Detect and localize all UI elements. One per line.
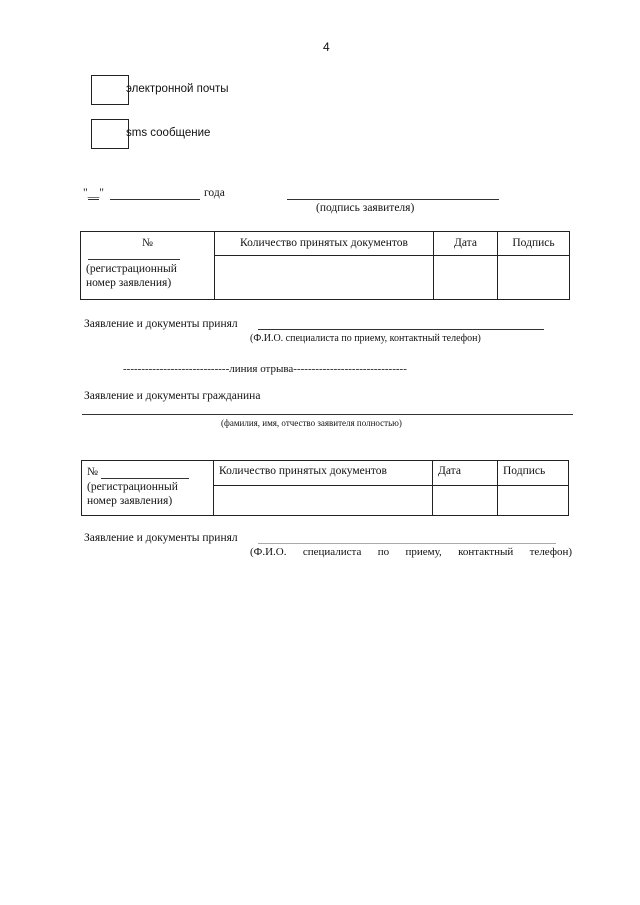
day-blank: __ xyxy=(87,187,100,199)
registration-table-1 xyxy=(80,231,570,300)
tear-off-line: -----------------------------линия отрыва------------------------------- xyxy=(123,363,407,375)
hint-word: по xyxy=(377,546,390,558)
quantity-header: Количество принятых документов xyxy=(215,232,434,256)
date-cell[interactable] xyxy=(434,256,498,300)
accepted-blank-1[interactable] xyxy=(258,329,544,330)
quantity-cell-2[interactable] xyxy=(214,486,433,516)
signature-blank[interactable] xyxy=(287,199,499,200)
quantity-cell[interactable] xyxy=(215,256,434,300)
accepted-label-1: Заявление и документы принял xyxy=(84,318,238,330)
date-day-field[interactable] xyxy=(83,187,104,200)
email-checkbox[interactable] xyxy=(91,75,129,105)
quote-close: " xyxy=(99,187,104,199)
accepted-label-2: Заявление и документы принял xyxy=(84,532,238,544)
sms-option-label: sms сообщение xyxy=(126,127,211,139)
citizen-name-blank[interactable] xyxy=(82,414,573,415)
hint-word: телефон) xyxy=(529,546,572,558)
citizen-hint: (фамилия, имя, отчество заявителя полностью) xyxy=(221,418,402,428)
number-sign: № xyxy=(142,237,153,249)
quote-open: " xyxy=(83,187,88,199)
signature-cell[interactable] xyxy=(498,256,570,300)
date-month-blank[interactable] xyxy=(110,199,200,200)
date-header-2: Дата xyxy=(433,461,498,486)
reg-number-blank-2 xyxy=(101,468,189,479)
number-sign-2: № xyxy=(87,466,98,478)
signature-header-2: Подпись xyxy=(498,461,569,486)
accepted-hint-2 xyxy=(250,546,572,558)
hint-word: специалиста xyxy=(302,546,362,558)
citizen-label: Заявление и документы гражданина xyxy=(84,390,261,402)
hint-word: контактный xyxy=(458,546,514,558)
registration-table-2 xyxy=(81,460,569,516)
reg-number-cell-2[interactable] xyxy=(82,461,214,516)
reg-number-blank xyxy=(88,249,180,260)
date-cell-2[interactable] xyxy=(433,486,498,516)
signature-header: Подпись xyxy=(498,232,570,256)
page-number: 4 xyxy=(323,40,330,54)
reg-number-note-2: (регистрационный номер заявления) xyxy=(87,481,178,507)
accepted-blank-2[interactable] xyxy=(258,543,556,544)
quantity-header-2: Количество принятых документов xyxy=(214,461,433,486)
year-word: года xyxy=(204,187,225,199)
hint-word: приему, xyxy=(405,546,442,558)
signature-hint: (подпись заявителя) xyxy=(316,202,415,214)
reg-number-cell[interactable] xyxy=(81,232,215,300)
signature-cell-2[interactable] xyxy=(498,486,569,516)
hint-word: (Ф.И.О. xyxy=(250,546,287,558)
reg-number-note: (регистрационный номер заявления) xyxy=(86,263,177,289)
accepted-hint-1: (Ф.И.О. специалиста по приему, контактный телефон) xyxy=(250,333,481,344)
date-header: Дата xyxy=(434,232,498,256)
sms-checkbox[interactable] xyxy=(91,119,129,149)
email-option-label: электронной почты xyxy=(126,83,229,95)
